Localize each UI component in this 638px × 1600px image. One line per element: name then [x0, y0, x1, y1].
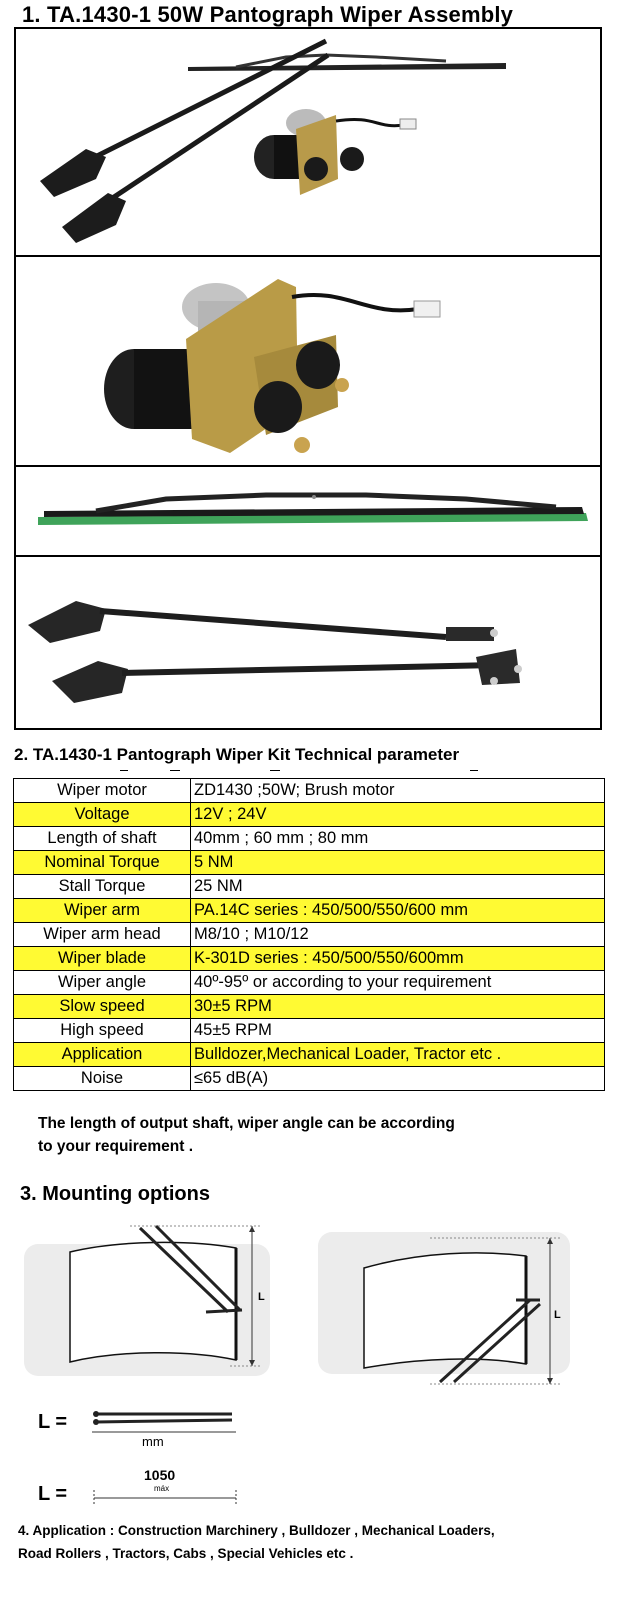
spec-value: K-301D series : 450/500/550/600mm: [191, 947, 605, 971]
spec-label: High speed: [14, 1019, 191, 1043]
mounting-option-top: [24, 1226, 270, 1376]
spec-value: ZD1430 ;50W; Brush motor: [191, 779, 605, 803]
spec-value: Bulldozer,Mechanical Loader, Tractor etc .: [191, 1043, 605, 1067]
spec-row: [14, 803, 605, 827]
spec-label: Nominal Torque: [14, 851, 191, 875]
spec-row: [14, 875, 605, 899]
formula2-lhs: L =: [38, 1483, 68, 1505]
requirement-note: [38, 1112, 455, 1158]
application-line-2: Road Rollers , Tractors, Cabs , Special Vehicles etc .: [18, 1546, 354, 1561]
spec-label: Stall Torque: [14, 875, 191, 899]
spec-label: Wiper arm head: [14, 923, 191, 947]
spec-table: [13, 778, 605, 1091]
motor-photo: [16, 257, 600, 467]
mounting-options-title: 3. Mounting options: [20, 1183, 210, 1205]
spec-label: Length of shaft: [14, 827, 191, 851]
arms-photo: [16, 557, 600, 728]
spec-value: ≤65 dB(A): [191, 1067, 605, 1091]
spec-row: [14, 851, 605, 875]
formula1-lhs: L =: [38, 1411, 68, 1433]
tech-params-title: 2. TA.1430-1 Pantograph Wiper Kit Technical parameter: [14, 745, 460, 764]
spec-value: PA.14C series : 450/500/550/600 mm: [191, 899, 605, 923]
formula1-unit: mm: [142, 1434, 164, 1449]
spec-value: 45±5 RPM: [191, 1019, 605, 1043]
spec-value: 5 NM: [191, 851, 605, 875]
title-artifact: [120, 763, 480, 771]
spec-label: Wiper angle: [14, 971, 191, 995]
spec-row: [14, 827, 605, 851]
assembly-title: 1. TA.1430-1 50W Pantograph Wiper Assembly: [22, 2, 514, 27]
spec-row: [14, 923, 605, 947]
spec-label: Slow speed: [14, 995, 191, 1019]
note-line-1: The length of output shaft, wiper angle can be according: [38, 1115, 455, 1132]
formula2-sub: máx: [154, 1484, 170, 1493]
spec-label: Wiper motor: [14, 779, 191, 803]
spec-value: 12V ; 24V: [191, 803, 605, 827]
spec-row: [14, 971, 605, 995]
spec-value: 40º-95º or according to your requirement: [191, 971, 605, 995]
spec-label: Noise: [14, 1067, 191, 1091]
application-line-1: 4. Application : Construction Marchinery , Bulldozer , Mechanical Loaders,: [18, 1523, 495, 1538]
spec-label: Wiper arm: [14, 899, 191, 923]
spec-value: 40mm ; 60 mm ; 80 mm: [191, 827, 605, 851]
formula2-value: 1050: [144, 1467, 176, 1483]
note-line-2: to your requirement .: [38, 1138, 194, 1155]
spec-row: [14, 947, 605, 971]
assembly-photo: [16, 29, 600, 257]
mounting-option-bottom: [318, 1232, 570, 1384]
arm-length-icon: [92, 1411, 236, 1432]
spec-value: 25 NM: [191, 875, 605, 899]
application-section: [18, 1519, 495, 1565]
spec-label: Wiper blade: [14, 947, 191, 971]
spec-row: [14, 1019, 605, 1043]
spec-row: [14, 1043, 605, 1067]
blade-photo: [16, 467, 600, 557]
spec-row: [14, 1067, 605, 1091]
dim-label-left: L: [258, 1291, 265, 1303]
spec-row: [14, 899, 605, 923]
spec-value: 30±5 RPM: [191, 995, 605, 1019]
spec-row: [14, 995, 605, 1019]
spec-label: Voltage: [14, 803, 191, 827]
spec-label: Application: [14, 1043, 191, 1067]
spec-value: M8/10 ; M10/12: [191, 923, 605, 947]
dim-label-right: L: [554, 1309, 561, 1321]
mounting-diagrams: [0, 1210, 638, 1515]
spec-row: [14, 779, 605, 803]
product-photo-frame: [14, 27, 602, 730]
